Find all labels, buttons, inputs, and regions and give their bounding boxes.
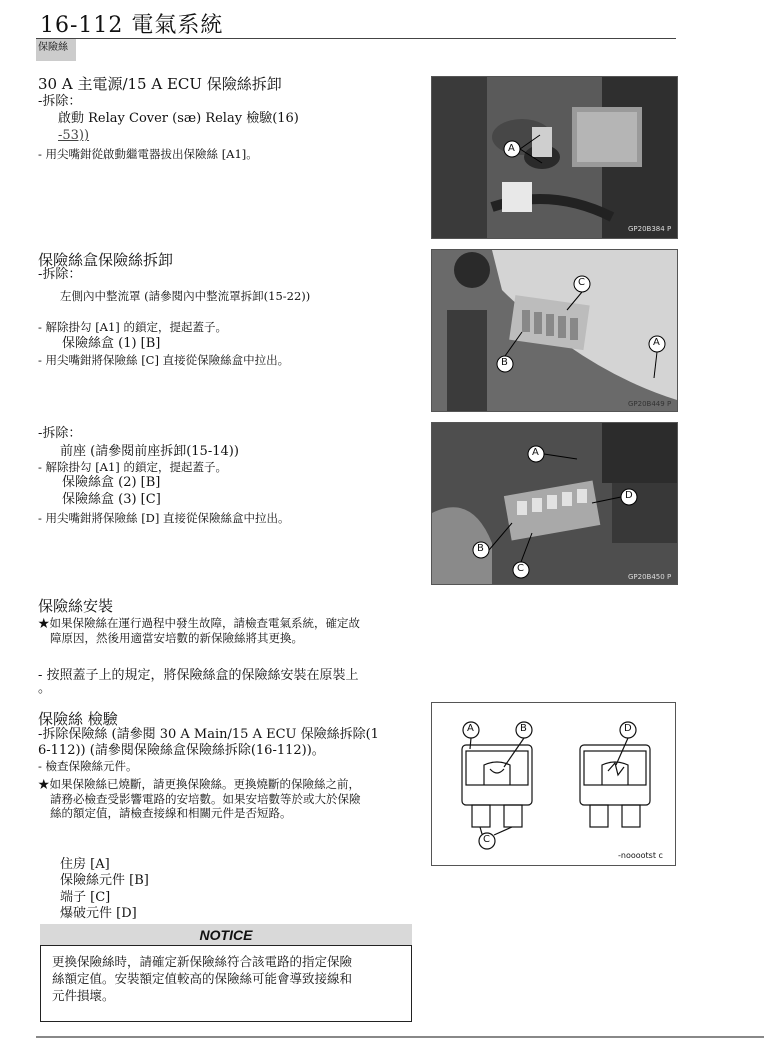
figure-code: -nooootst c — [618, 851, 663, 860]
fuse-inspection-heading: 保險絲 檢驗 — [38, 710, 118, 728]
fuse-install-heading: 保險絲安裝 — [38, 597, 114, 615]
step-text: 保險絲盒 (1) [B] — [62, 336, 161, 351]
notice-text: 元件損壞。 — [52, 988, 115, 1003]
callout-label: B — [477, 543, 484, 554]
fusebox-photo-2 — [431, 422, 678, 585]
step-text: 保險絲盒 (3) [C] — [62, 492, 161, 507]
callout-label: A — [508, 143, 515, 154]
callout-label: C — [517, 563, 524, 574]
note-text: 絲的額定值，請檢查接線和相關元件是否短路。 — [50, 806, 292, 820]
figure-code: GP20B384 P — [628, 225, 672, 233]
fusebox-heading: 保險絲盒保險絲拆卸 — [38, 251, 174, 269]
note-text: ★如果保險絲已燒斷，請更換保險絲。更換燒斷的保險絲之前， — [38, 777, 360, 791]
header-divider — [36, 38, 676, 39]
callout-label: C — [483, 834, 490, 845]
callout-label: A — [532, 447, 539, 458]
callout-label: A — [467, 723, 474, 734]
remove-label: -拆除： — [38, 426, 82, 441]
fuse-diagram — [431, 702, 676, 866]
callout-label: C — [578, 277, 585, 288]
step-text: - 檢查保險絲元件。 — [38, 759, 138, 773]
figure-code: GP20B450 P — [628, 573, 672, 581]
notice-title: NOTICE — [40, 924, 412, 946]
step-text: 保險絲盒 (2) [B] — [62, 475, 161, 490]
step-text: 啟動 Relay Cover (sæ) Relay 檢驗(16) — [58, 111, 299, 126]
callout-label: B — [520, 723, 527, 734]
step-text: - 解除掛勾 [A1] 的鎖定，提起蓋子。 — [38, 460, 227, 474]
page-title: 16-112 電氣系統 — [40, 13, 224, 38]
legend-item: 爆破元件 [D] — [60, 906, 137, 921]
legend-item: 住房 [A] — [60, 857, 110, 872]
callout-label: B — [501, 357, 508, 368]
legend-item: 端子 [C] — [60, 890, 111, 905]
figure-code: GP20B449 P — [628, 400, 672, 408]
section-tab: 保險絲 — [36, 39, 76, 61]
callout-label: A — [653, 337, 660, 348]
notice-text: 絲額定值。安裝額定值較高的保險絲可能會導致接線和 — [52, 971, 353, 986]
step-text: 6-112)) (請參閱保險絲盒保險絲拆除(16-112))。 — [38, 743, 325, 758]
step-text: 左側內中整流罩 (請參閱內中整流罩拆卸(15-22)) — [60, 289, 311, 303]
note-text: ★如果保險絲在運行過程中發生故障，請檢查電氣系統，確定故 — [38, 616, 360, 630]
callout-label: D — [624, 723, 632, 734]
notice-text: 更換保險絲時，請確定新保險絲符合該電路的指定保險 — [52, 954, 353, 969]
note-text: 障原因，然後用適當安培數的新保險絲將其更換。 — [50, 631, 303, 645]
reference-link[interactable]: -53)) — [58, 128, 90, 143]
main-fuse-heading: 30 A 主電源/15 A ECU 保險絲拆卸 — [38, 75, 282, 93]
legend-item: 保險絲元件 [B] — [60, 873, 149, 888]
step-text: 。 — [38, 681, 52, 696]
callout-label: D — [625, 490, 633, 501]
step-text: -拆除保險絲 (請參閱 30 A Main/15 A ECU 保險絲拆除(1 — [38, 727, 379, 742]
remove-label: -拆除： — [38, 267, 82, 282]
step-text: - 解除掛勾 [A1] 的鎖定，提起蓋子。 — [38, 320, 227, 334]
step-text: - 用尖嘴鉗從啟動繼電器拔出保險絲 [A1]。 — [38, 147, 258, 161]
step-text: - 按照蓋子上的規定，將保險絲盒的保險絲安裝在原裝上 — [38, 668, 359, 683]
note-text: 請務必檢查受影響電路的安培數。如果安培數等於或大於保險 — [50, 792, 361, 806]
step-text: - 用尖嘴鉗將保險絲 [C] 直接從保險絲盒中拉出。 — [38, 353, 290, 367]
relay-photo — [431, 76, 678, 239]
fusebox-photo-1 — [431, 249, 678, 412]
bottom-divider — [36, 1036, 764, 1038]
step-text: 前座 (請參閱前座拆卸(15-14)) — [60, 444, 239, 459]
remove-label: -拆除： — [38, 94, 82, 109]
step-text: - 用尖嘴鉗將保險絲 [D] 直接從保險絲盒中拉出。 — [38, 511, 290, 525]
